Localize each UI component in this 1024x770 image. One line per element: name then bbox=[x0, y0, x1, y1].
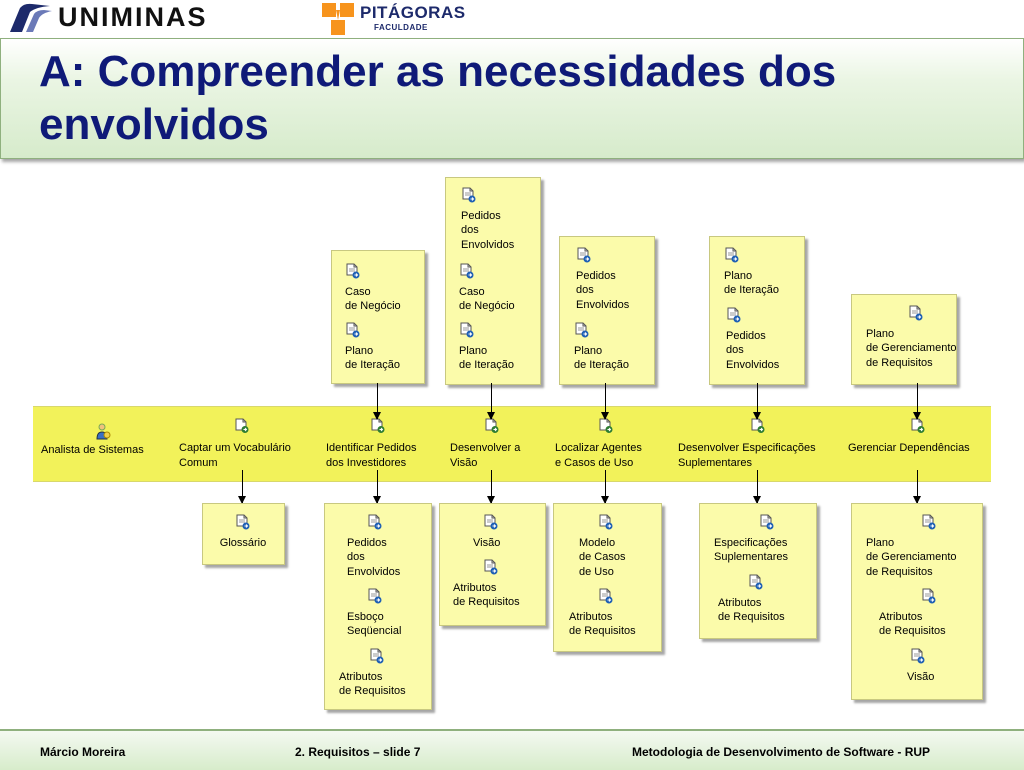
output-card bbox=[202, 503, 285, 565]
footer-author: Márcio Moreira bbox=[40, 745, 126, 759]
activity-icon bbox=[369, 418, 417, 439]
output-card bbox=[851, 503, 983, 700]
uniminas-wordmark: UNIMINAS bbox=[58, 2, 208, 32]
artifact bbox=[461, 187, 571, 252]
artifact bbox=[879, 588, 989, 639]
artifact-label: Plano de Iteração bbox=[345, 344, 401, 371]
artifact-icon bbox=[345, 322, 455, 343]
artifact-label: Pedidos dos Envolvidos bbox=[347, 536, 401, 578]
artifact-label: Atributos de Requisitos bbox=[718, 596, 785, 623]
artifact-icon bbox=[345, 263, 455, 284]
artifact bbox=[714, 514, 824, 565]
artifact bbox=[339, 648, 449, 699]
output-card bbox=[324, 503, 432, 710]
artifact bbox=[345, 263, 455, 314]
pitagoras-subtitle: FACULDADE bbox=[374, 23, 428, 32]
artifact bbox=[907, 648, 1017, 684]
artifact-label: Plano de Gerenciamento de Requisitos bbox=[866, 536, 957, 578]
artifact-icon bbox=[459, 322, 569, 343]
artifact-icon bbox=[748, 574, 828, 595]
artifact-label: Plano de Gerenciamento de Requisitos bbox=[866, 327, 957, 369]
artifact-icon bbox=[759, 514, 824, 535]
activity-label: Localizar Agentes e Casos de Uso bbox=[555, 442, 642, 469]
footer-slide: 2. Requisitos – slide 7 bbox=[295, 745, 421, 759]
artifact bbox=[724, 247, 834, 298]
activity-label: Identificar Pedidos dos Investidores bbox=[326, 442, 417, 469]
artifact-icon bbox=[598, 588, 679, 609]
input-card bbox=[445, 177, 541, 385]
artifact-label: Caso de Negócio bbox=[345, 285, 401, 312]
input-card bbox=[331, 250, 425, 384]
activity-icon bbox=[483, 418, 520, 439]
activity bbox=[848, 418, 970, 456]
artifact bbox=[574, 322, 684, 373]
artifact bbox=[569, 588, 679, 639]
footer-course: Metodologia de Desenvolvimento de Software - RUP bbox=[632, 745, 931, 759]
artifact-label: Pedidos dos Envolvidos bbox=[576, 269, 630, 311]
activity bbox=[555, 418, 642, 471]
input-arrow bbox=[917, 383, 918, 419]
output-arrow bbox=[491, 470, 492, 503]
output-card bbox=[699, 503, 817, 639]
artifact-icon bbox=[726, 307, 836, 328]
artifact bbox=[718, 574, 828, 625]
artifact-label: Pedidos dos Envolvidos bbox=[726, 329, 780, 371]
artifact-label: Atributos de Requisitos bbox=[453, 581, 520, 608]
artifact-icon bbox=[483, 559, 563, 580]
activity-icon bbox=[909, 418, 970, 439]
activity bbox=[179, 418, 291, 471]
slide-title: A: Compreender as necessidades dos envolvidos bbox=[39, 47, 837, 149]
artifact-label: Pedidos dos Envolvidos bbox=[461, 209, 515, 251]
output-arrow bbox=[242, 470, 243, 503]
input-arrow bbox=[377, 383, 378, 419]
activity-label: Desenvolver Especificações Suplementares bbox=[678, 442, 816, 469]
artifact-icon bbox=[724, 247, 834, 268]
artifact-icon bbox=[921, 588, 989, 609]
artifact-icon bbox=[574, 322, 684, 343]
artifact-label: Visão bbox=[473, 536, 501, 549]
activity bbox=[450, 418, 520, 471]
output-arrow bbox=[605, 470, 606, 503]
artifact-label: Especificações Suplementares bbox=[714, 536, 788, 563]
artifact-label: Atributos de Requisitos bbox=[339, 670, 406, 697]
artifact-label: Atributos de Requisitos bbox=[569, 610, 636, 637]
artifact bbox=[726, 307, 836, 372]
artifact-label: Visão bbox=[907, 670, 935, 683]
activity-icon bbox=[749, 418, 816, 439]
input-card bbox=[709, 236, 805, 385]
input-arrow bbox=[757, 383, 758, 419]
title-box bbox=[0, 38, 1024, 159]
artifact-icon bbox=[369, 648, 449, 669]
uniminas-logo-icon bbox=[6, 2, 56, 34]
artifact bbox=[866, 305, 976, 370]
artifact-icon bbox=[598, 514, 689, 535]
input-card bbox=[559, 236, 655, 385]
output-card bbox=[439, 503, 546, 626]
artifact-label: Plano de Iteração bbox=[724, 269, 780, 296]
artifact bbox=[459, 263, 569, 314]
pitagoras-logo-icon bbox=[320, 1, 356, 37]
artifact-label: Glossário bbox=[219, 536, 267, 549]
artifact-icon bbox=[908, 305, 976, 326]
artifact-label: Plano de Iteração bbox=[574, 344, 630, 371]
activity-label: Captar um Vocabulário Comum bbox=[179, 442, 291, 469]
input-arrow bbox=[491, 383, 492, 419]
artifact-icon bbox=[576, 247, 686, 268]
artifact bbox=[188, 514, 298, 550]
artifact-icon bbox=[188, 514, 298, 535]
artifact-icon bbox=[461, 187, 571, 208]
artifact-icon bbox=[921, 514, 976, 535]
artifact bbox=[866, 514, 976, 579]
output-arrow bbox=[377, 470, 378, 503]
activity bbox=[326, 418, 417, 471]
activity-label: Gerenciar Dependências bbox=[848, 442, 970, 454]
artifact bbox=[345, 322, 455, 373]
artifact-icon bbox=[910, 648, 1017, 669]
artifact-label: Plano de Iteração bbox=[459, 344, 515, 371]
actor-label: Analista de Sistemas bbox=[41, 444, 144, 456]
activity-label: Desenvolver a Visão bbox=[450, 442, 521, 469]
artifact-icon bbox=[459, 263, 569, 284]
input-arrow bbox=[605, 383, 606, 419]
output-arrow bbox=[757, 470, 758, 503]
output-arrow bbox=[917, 470, 918, 503]
footer bbox=[0, 729, 1024, 770]
logo-bar bbox=[0, 0, 1024, 38]
artifact bbox=[459, 322, 569, 373]
activity-icon bbox=[233, 418, 291, 439]
artifact-label: Modelo de Casos de Uso bbox=[579, 536, 626, 578]
artifact bbox=[453, 559, 563, 610]
activity bbox=[678, 418, 816, 471]
pitagoras-wordmark: PITÁGORAS bbox=[360, 3, 466, 22]
output-card bbox=[553, 503, 662, 652]
artifact-label: Caso de Negócio bbox=[459, 285, 515, 312]
artifact bbox=[576, 247, 686, 312]
artifact-label: Esboço Seqüencial bbox=[347, 610, 402, 637]
artifact-label: Atributos de Requisitos bbox=[879, 610, 946, 637]
activity-icon bbox=[597, 418, 642, 439]
artifact bbox=[579, 514, 689, 579]
input-card bbox=[851, 294, 957, 385]
